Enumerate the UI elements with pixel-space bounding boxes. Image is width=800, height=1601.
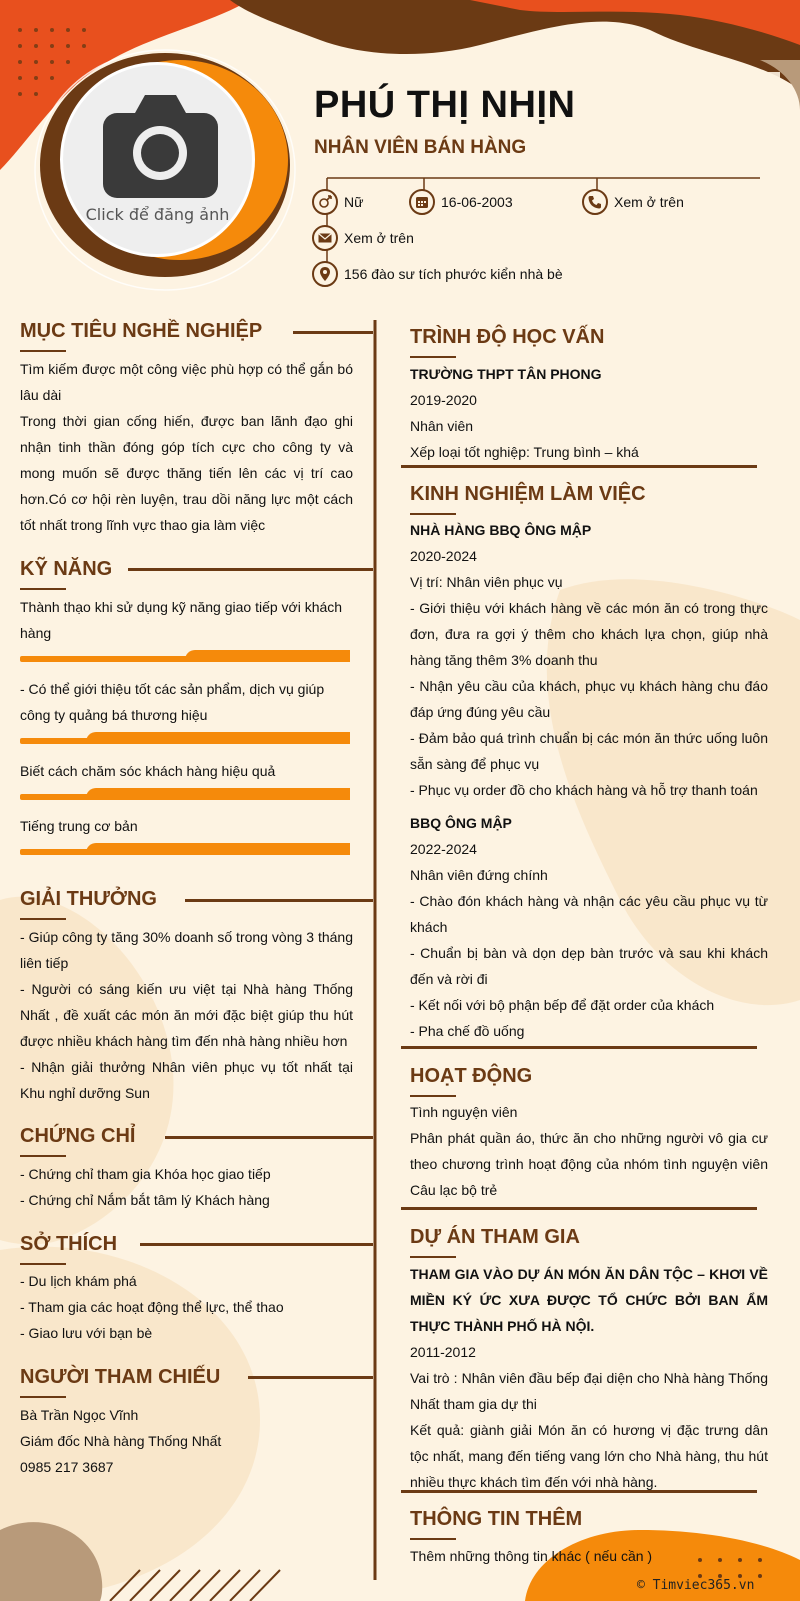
experience-title: KINH NGHIỆM LÀM VIỆC [410, 483, 646, 506]
more-info-title: THÔNG TIN THÊM [410, 1508, 582, 1531]
activities-text: Tình nguyện viên Phân phát quần áo, thức ăn cho những người vô gia cư theo chương trình hoạt động của nhóm tình nguyện viên Câu lạc bộ trẻ [410, 1104, 768, 1198]
activities-title: HOẠT ĐỘNG [410, 1065, 532, 1088]
experience-job-2: BBQ ÔNG MẬP 2022-2024 Nhân viên đứng chính - Chào đón khách hàng và nhận các yêu cầu phục vụ từ khách - Chuẩn bị bàn và dọn dẹp bàn trước và sau khi khách đến và rời đi - Kết nối với bộ phận bếp để đặt order của khách - Pha chế đồ uống [410, 815, 768, 1039]
email-icon [312, 225, 338, 251]
phone-icon [582, 189, 608, 215]
photo-upload-label[interactable]: Click để đăng ảnh [85, 205, 230, 224]
phone-value: Xem ở trên [614, 194, 684, 210]
contact-phone [582, 189, 684, 215]
objective-title: MỤC TIÊU NGHỀ NGHIỆP [20, 320, 262, 343]
footer-watermark: © Timviec365.vn [637, 1578, 755, 1593]
education-title: TRÌNH ĐỘ HỌC VẤN [410, 326, 604, 349]
experience-job-1: NHÀ HÀNG BBQ ÔNG MẬP 2020-2024 Vị trí: Nhân viên phục vụ - Giới thiệu với khách hàng về các món ăn có trong thực đơn, đưa ra gợi ý thêm cho khách lựa chọn, giúp nhà hàng tăng thêm 3% doanh thu - Nhận yêu cầu của khách, phục vụ khách hàng chu đáo đáp ứng đúng yêu cầu - Đảm bảo quá trình chuẩn bị các món ăn thức uống luôn sẵn sàng để phục vụ - Phục vụ order đồ cho khách hàng và hỗ trợ thanh toán [410, 522, 768, 798]
section-rule [401, 1046, 757, 1049]
email-value: Xem ở trên [344, 230, 414, 246]
skill-level-fill [185, 650, 350, 662]
certificates-text: - Chứng chỉ tham gia Khóa học giao tiếp - Chứng chỉ Nắm bắt tâm lý Khách hàng [20, 1166, 271, 1208]
profile-photo-placeholder[interactable] [60, 62, 255, 257]
section-rule [293, 331, 373, 334]
skill-level-bar [20, 732, 350, 744]
section-rule [185, 899, 373, 902]
awards-text: - Giúp công ty tăng 30% doanh số trong vòng 3 tháng liên tiếp - Người có sáng kiến ưu việt tại Nhà hàng Thống Nhất , đề xuất các món ăn mới đặc biệt giúp thu hút được nhiều khách hàng tìm đến nhà hàng nhiều hơn - Nhận giải thưởng Nhân viên phục vụ tốt nhất tại Khu nghỉ dưỡng Sun [20, 929, 353, 1101]
calendar-icon [409, 189, 435, 215]
skill-name: Tiếng trung cơ bản [20, 818, 138, 834]
skill-level-fill [86, 843, 350, 855]
skill-level-bar [20, 843, 350, 855]
objective-text: Tìm kiếm được một công việc phù hợp có thể gắn bó lâu dài Trong thời gian cống hiến, được ban lãnh đạo ghi nhận tinh thần đóng góp tích cực cho công ty và mong muốn sẽ được thăng tiến lên các vị trí cao hơn.Có cơ hội rèn luyện, trau dồi năng lực một cách tốt nhất trong lĩnh vực thao gia làm việc [20, 361, 353, 533]
job-title: NHÂN VIÊN BÁN HÀNG [314, 137, 527, 158]
certificates-title: CHỨNG CHỈ [20, 1125, 135, 1148]
references-text: Bà Trần Ngọc Vĩnh Giám đốc Nhà hàng Thống Nhất 0985 217 3687 [20, 1407, 222, 1475]
section-rule [140, 1243, 373, 1246]
references-title: NGƯỜI THAM CHIẾU [20, 1366, 220, 1389]
contact-gender [312, 189, 363, 215]
projects-text: THAM GIA VÀO DỰ ÁN MÓN ĂN DÂN TỘC – KHƠI VỀ MIỀN KÝ ỨC XƯA ĐƯỢC TỔ CHỨC BỞI BAN ẨM THỰC THÀNH PHỐ HÀ NỘI. 2011-2012 Vai trò : Nhân viên đầu bếp đại diện cho Nhà hàng Thống Nhất tham gia dự thi Kết quả: giành giải Món ăn có hương vị đặc trưng dân tộc nhất, mang đến tiếng vang lớn cho Nhà hàng, thu hút nhiều thực khách tìm đến với nhà hàng. [410, 1266, 768, 1490]
dob-value: 16-06-2003 [441, 194, 513, 210]
skill-name: - Có thể giới thiệu tốt các sản phẩm, dịch vụ giúp công ty quảng bá thương hiệu [20, 681, 325, 723]
gender-icon [312, 189, 338, 215]
camera-icon [103, 95, 218, 200]
section-rule [401, 1490, 757, 1493]
section-rule [401, 465, 757, 468]
hobbies-title: SỞ THÍCH [20, 1233, 117, 1256]
gender-value: Nữ [344, 194, 364, 210]
candidate-name: PHÚ THỊ NHỊN [314, 84, 576, 126]
section-rule [401, 1207, 757, 1210]
projects-title: DỰ ÁN THAM GIA [410, 1226, 580, 1249]
awards-title: GIẢI THƯỞNG [20, 888, 157, 911]
skill-level-fill [86, 732, 350, 744]
location-pin-icon [312, 261, 338, 287]
address-value: 156 đào sư tích phước kiển nhà bè [344, 266, 563, 282]
section-rule [128, 568, 373, 571]
skill-name: Thành thạo khi sử dụng kỹ năng giao tiếp với khách hàng [20, 599, 343, 641]
hobbies-text: - Du lịch khám phá - Tham gia các hoạt động thể lực, thể thao - Giao lưu với bạn bè [20, 1273, 284, 1341]
education-text: TRƯỜNG THPT TÂN PHONG 2019-2020 Nhân viên Xếp loại tốt nghiệp: Trung bình – khá [410, 366, 639, 460]
section-rule [165, 1136, 373, 1139]
skill-level-bar [20, 650, 350, 662]
skills-title: KỸ NĂNG [20, 558, 112, 581]
contact-dob [409, 189, 513, 215]
skill-name: Biết cách chăm sóc khách hàng hiệu quả [20, 763, 276, 779]
skill-level-bar [20, 788, 350, 800]
more-info-text: Thêm những thông tin khác ( nếu cần ) [410, 1548, 653, 1564]
section-rule [248, 1376, 373, 1379]
skill-level-fill [86, 788, 350, 800]
contact-address [312, 261, 563, 287]
contact-email [312, 225, 414, 251]
